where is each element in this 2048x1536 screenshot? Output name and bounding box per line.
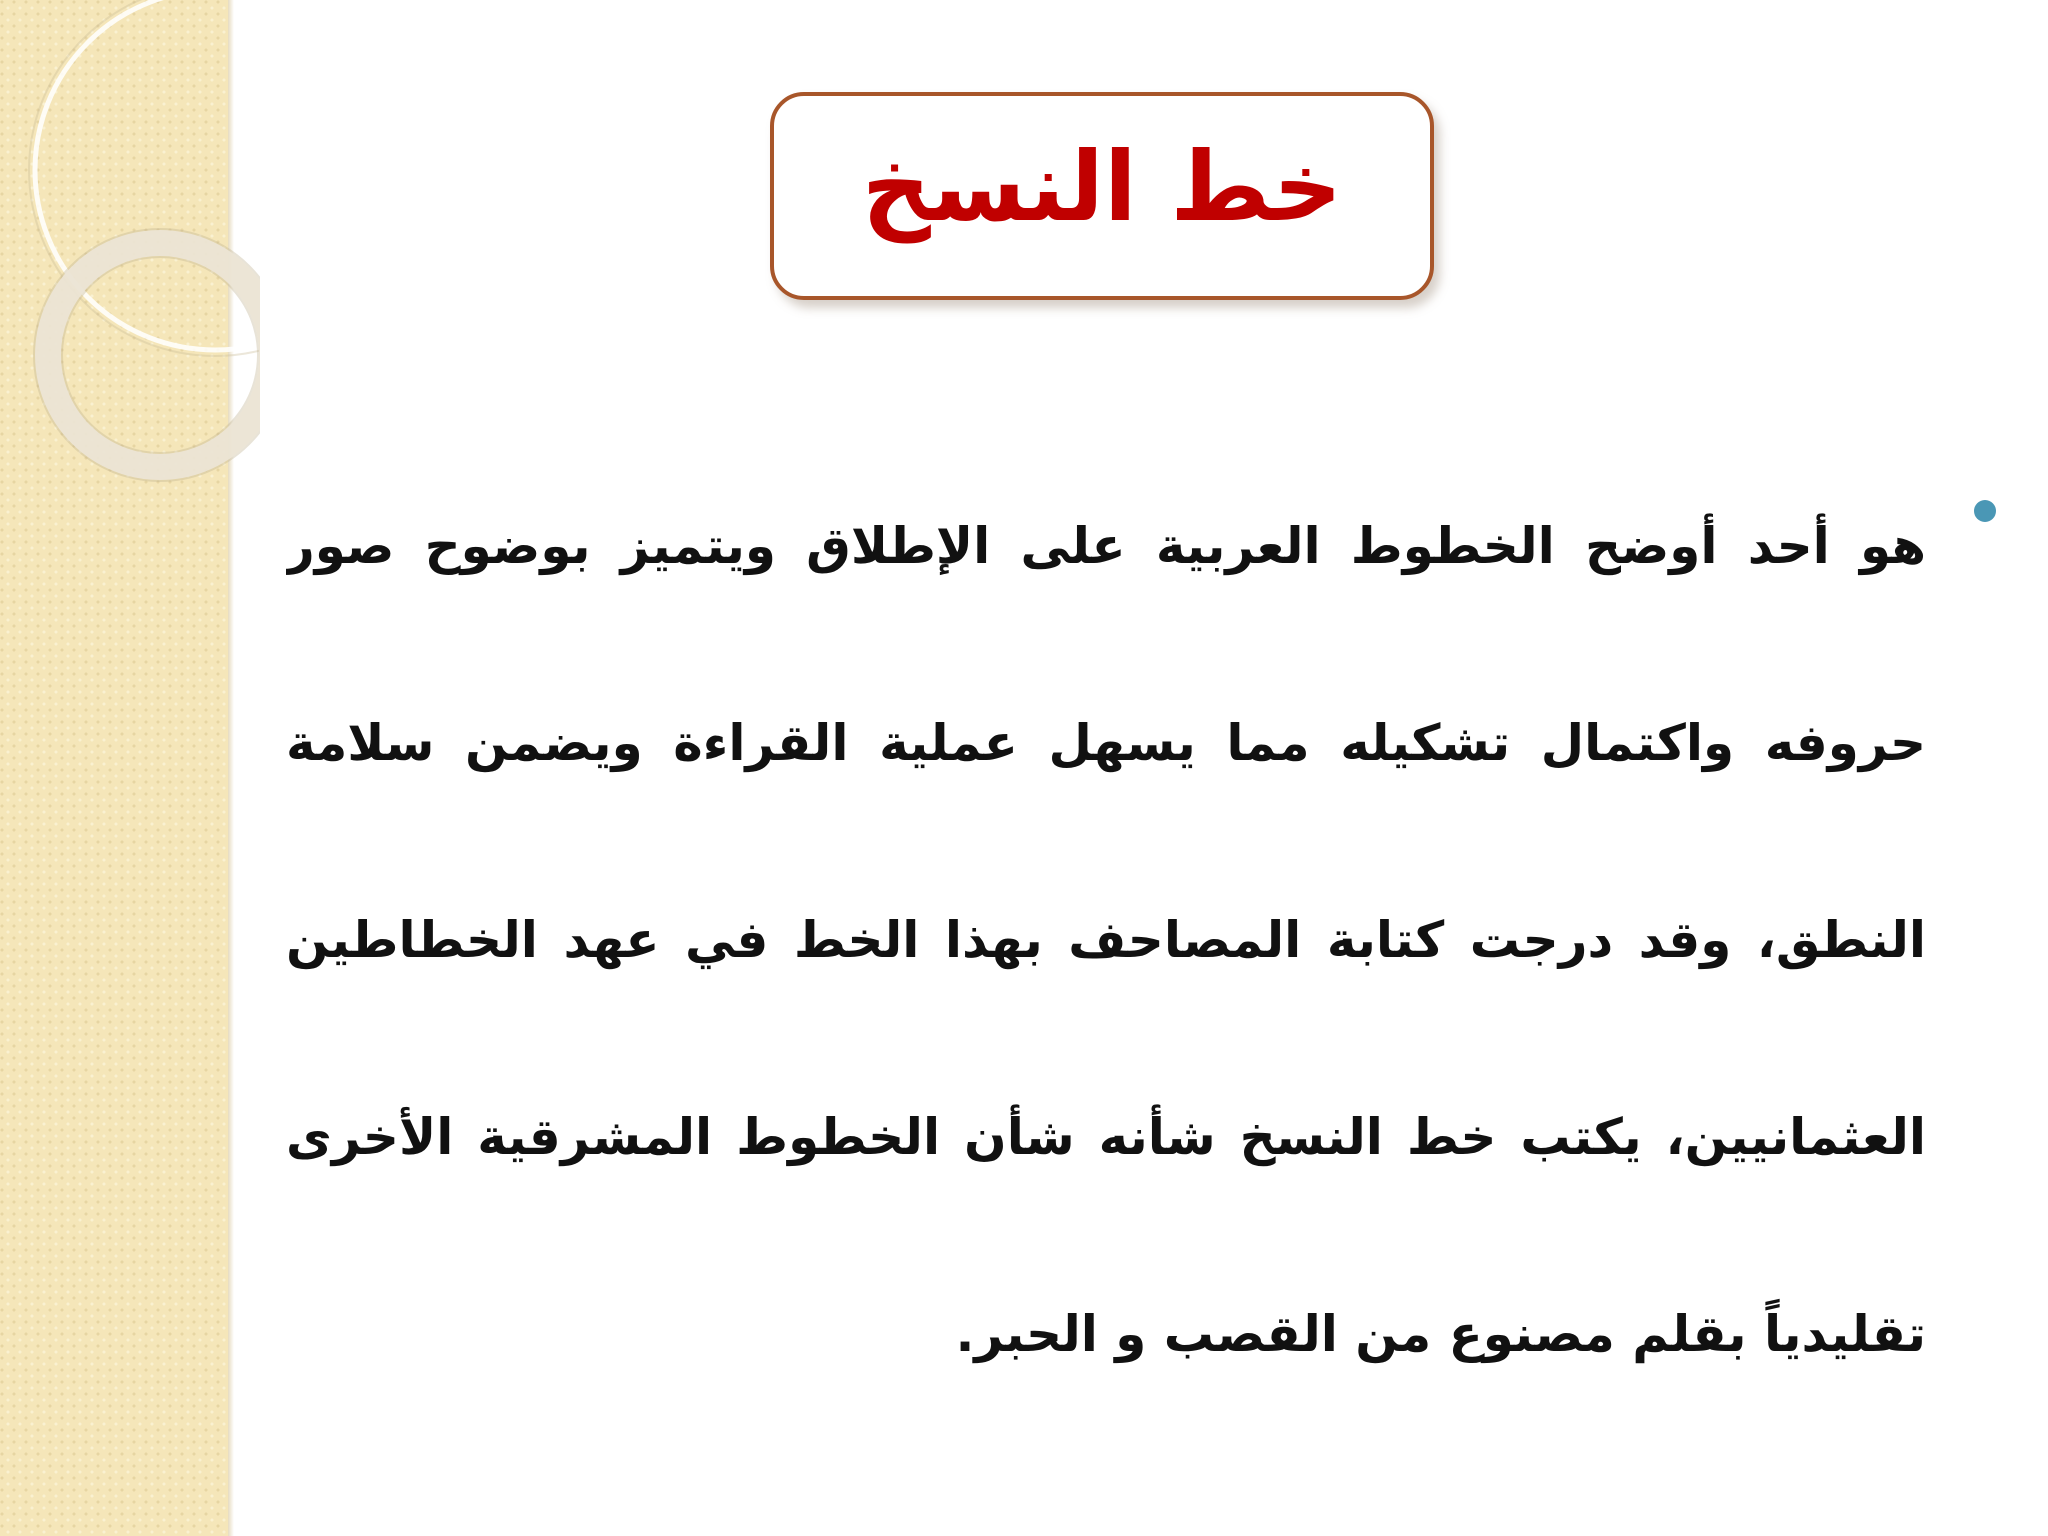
decorative-rings-icon — [0, 0, 260, 560]
title-box — [770, 92, 1434, 300]
bullet-dot-icon — [1974, 500, 1996, 522]
body-content — [286, 448, 1926, 1363]
body-paragraph: هو أحد أوضح الخطوط العربية على الإطلاق ويتميز بوضوح صور حروفه واكتمال تشكيله مما يسهل عملية القراءة ويضمن سلامة النطق، وقد درجت كتابة المصاحف بهذا الخط في عهد الخطاطين العثمانيين، يكتب خط النسخ شأنه شأن الخطوط المشرقية الأخرى تقليدياً بقلم مصنوع من القصب و الحبر. — [286, 517, 1926, 1363]
slide-title: خط النسخ — [861, 131, 1343, 243]
